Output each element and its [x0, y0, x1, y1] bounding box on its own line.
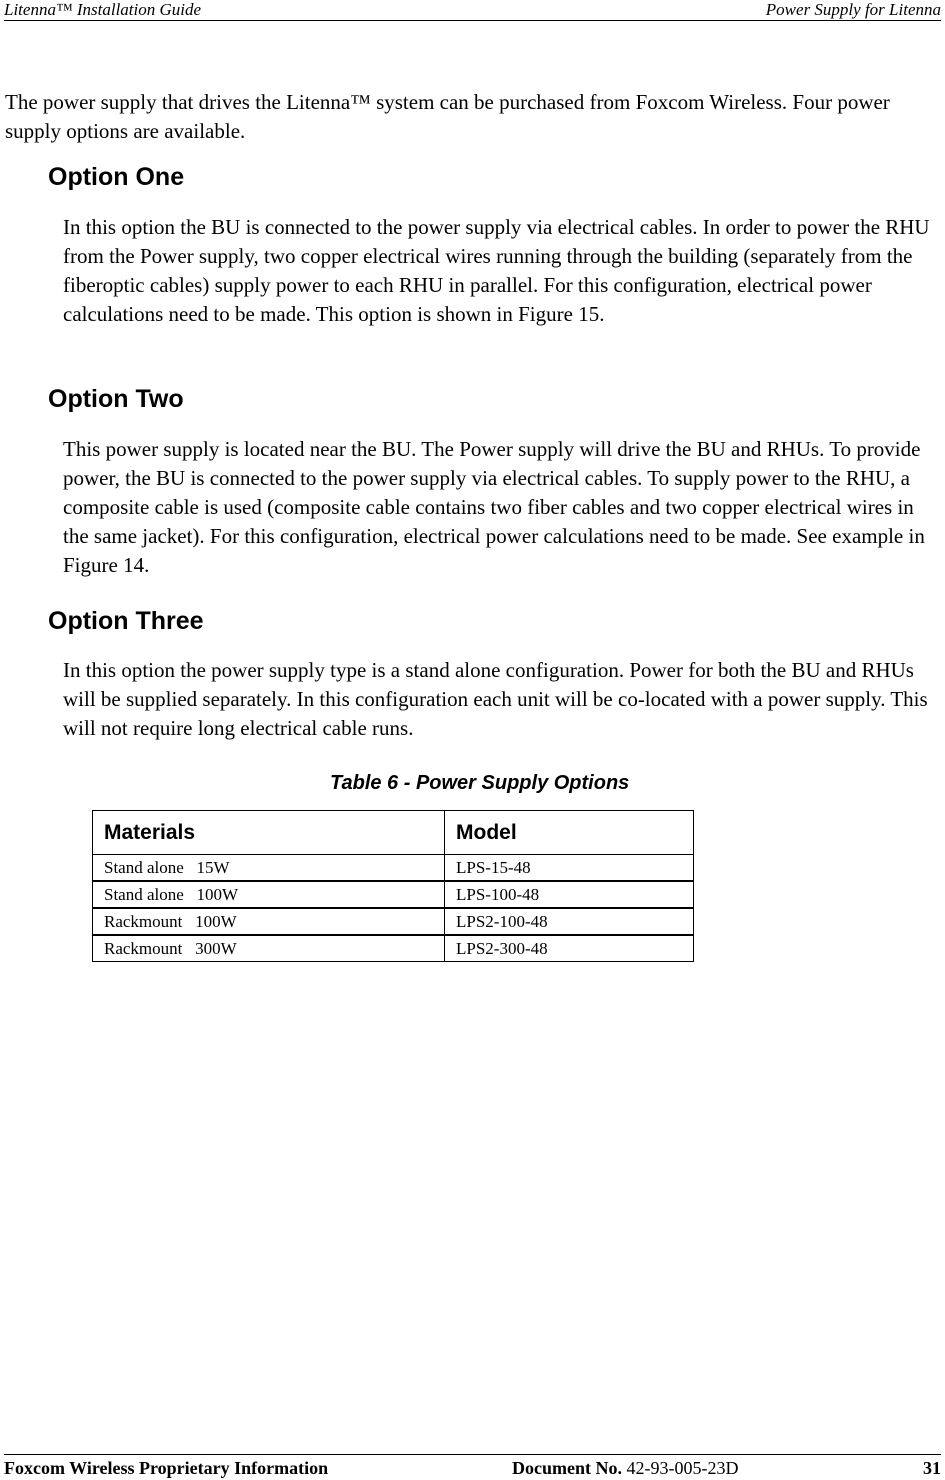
table-row [93, 855, 694, 882]
materials-cell: Rackmount 100W [93, 908, 445, 935]
table-header-row [93, 811, 694, 855]
section-heading-option-three: Option Three [48, 607, 204, 635]
section-heading-option-one: Option One [48, 163, 185, 191]
document-number-label: Document No. [512, 1458, 622, 1478]
model-cell: LPS-100-48 [445, 881, 694, 908]
footer-document-number [512, 1456, 738, 1480]
model-cell: LPS2-100-48 [445, 908, 694, 935]
section-heading-option-two: Option Two [48, 385, 184, 413]
table-caption: Table 6 - Power Supply Options [330, 772, 630, 794]
column-header-materials: Materials [93, 811, 445, 855]
header-section: Power Supply for Litenna [765, 0, 941, 19]
model-cell: LPS-15-48 [445, 855, 694, 882]
page-header [4, 0, 941, 21]
header-title: Litenna™ Installation Guide [4, 0, 202, 19]
section-body-option-three: In this option the power supply type is a stand alone configuration. Power for both the BU and RHUs will be supplied separately. In this configuration each unit will be co-located with a power supply. This will not require long electrical cable runs. [63, 658, 928, 740]
materials-cell: Stand alone 100W [93, 881, 445, 908]
table-row [93, 881, 694, 908]
materials-cell: Stand alone 15W [93, 855, 445, 882]
section-body-option-two: This power supply is located near the BU. The Power supply will drive the BU and RHUs. To provide power, the BU is connected to the power supply via electrical cables. To supply power to the RHU, a composite cable is used (composite cable contains two fiber cables and two copper electrical wires in the same jacket). For this configuration, electrical power calculations need to be made. See example in Figure 14. [63, 437, 925, 577]
power-supply-options-table [92, 810, 694, 962]
page-footer [4, 1454, 941, 1479]
table-row [93, 908, 694, 935]
table-row [93, 935, 694, 962]
column-header-model: Model [445, 811, 694, 855]
footer-proprietary-notice: Foxcom Wireless Proprietary Information [4, 1458, 329, 1478]
page-number: 31 [923, 1458, 941, 1478]
materials-cell: Rackmount 300W [93, 935, 445, 962]
intro-paragraph: The power supply that drives the Litenna™ system can be purchased from Foxcom Wireless. Four power supply options are available. [5, 90, 890, 143]
section-body-option-one: In this option the BU is connected to the power supply via electrical cables. In order to power the RHU from the Power supply, two copper electrical wires running through the building (separately from the fiberoptic cables) supply power to each RHU in parallel. For this configuration, electrical power calculations need to be made. This option is shown in Figure 15. [63, 215, 930, 326]
document-number-value: 42-93-005-23D [626, 1458, 739, 1478]
model-cell: LPS2-300-48 [445, 935, 694, 962]
